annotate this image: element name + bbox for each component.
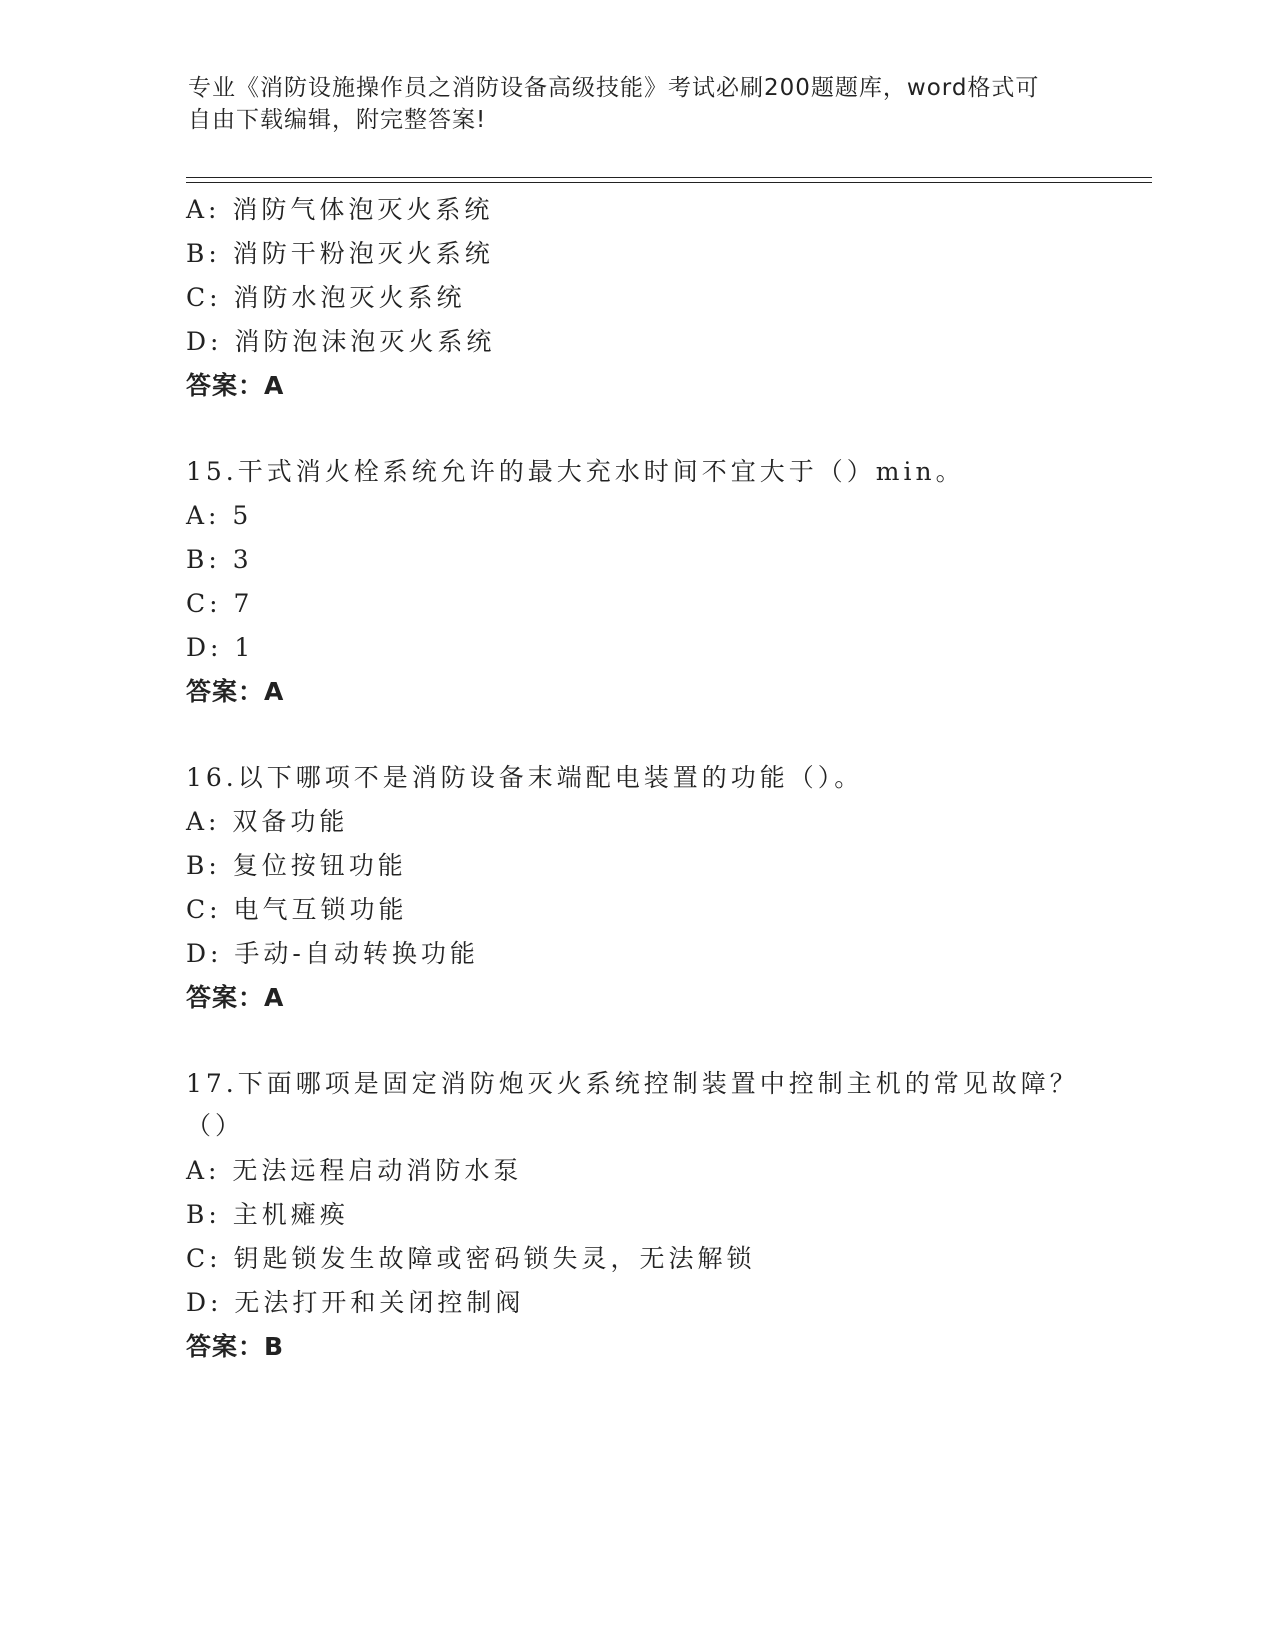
answer: 答案：A: [186, 677, 285, 706]
question-stem: 17.下面哪项是固定消防炮灭火系统控制装置中控制主机的常见故障？: [186, 1069, 1079, 1098]
option-b: B: 3: [186, 545, 253, 574]
option-d: D: 手动-自动转换功能: [186, 939, 479, 968]
option-c: C: 消防水泡灭火系统: [186, 283, 466, 312]
option-d: D: 消防泡沫泡灭火系统: [186, 327, 496, 356]
answer: 答案：A: [186, 371, 285, 400]
option-c: C: 7: [186, 589, 254, 618]
question-stem: 16.以下哪项不是消防设备末端配电装置的功能（）。: [186, 763, 864, 792]
option-b: B: 复位按钮功能: [186, 851, 407, 880]
option-b: B: 主机瘫痪: [186, 1200, 349, 1229]
option-a: A: 5: [186, 501, 253, 530]
option-a: A: 无法远程启动消防水泵: [186, 1156, 523, 1185]
option-a: A: 消防气体泡灭火系统: [186, 195, 494, 224]
header-divider-bottom: [186, 182, 1152, 183]
question-stem: 15.干式消火栓系统允许的最大充水时间不宜大于（）min。: [186, 457, 965, 486]
answer: 答案：A: [186, 983, 285, 1012]
answer: 答案：B: [186, 1332, 285, 1361]
document-header: [188, 72, 1068, 136]
option-b: B: 消防干粉泡灭火系统: [186, 239, 494, 268]
option-d: D: 1: [186, 633, 255, 662]
header-divider-top: [186, 177, 1152, 178]
option-a: A: 双备功能: [186, 807, 349, 836]
option-c: C: 钥匙锁发生故障或密码锁失灵，无法解锁: [186, 1244, 756, 1273]
option-c: C: 电气互锁功能: [186, 895, 408, 924]
header-line-1: 专业《消防设施操作员之消防设备高级技能》考试必刷200题题库，word格式可: [188, 75, 1040, 101]
question-stem-continued: （）: [186, 1111, 245, 1140]
header-line-2: 自由下载编辑，附完整答案!: [188, 107, 487, 133]
option-d: D: 无法打开和关闭控制阀: [186, 1288, 525, 1317]
